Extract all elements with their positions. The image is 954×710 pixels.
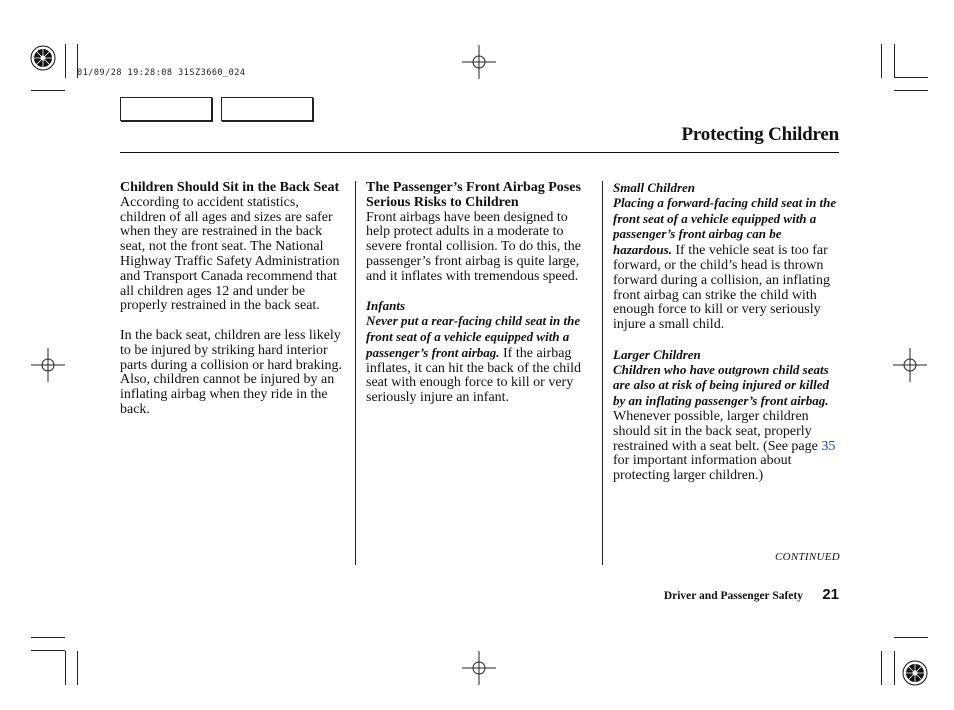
crop-line: [881, 651, 882, 685]
subheading-infants: Infants: [366, 298, 406, 314]
warning-text: Children who have outgrown child seats are also at risk of being injured or killed by an inflating passenger’s front airbag.: [613, 361, 829, 409]
column-3: [613, 181, 841, 484]
body-paragraph: According to accident statistics, children of all ages and sizes are safer when they are restrained in the back seat, not the front seat. The National Highway Traffic Safety Administration and Transport Canada recommend that all children ages 12 and under be properly restrained in the back seat.: [120, 194, 340, 314]
crop-line: [31, 637, 65, 638]
section-heading: The Passenger’s Front Airbag Poses Serious Risks to Children: [366, 180, 581, 210]
footer-section-label: Driver and Passenger Safety: [663, 590, 803, 602]
crop-line: [65, 44, 66, 78]
column-divider: [602, 181, 603, 565]
print-stamp: 01/09/28 19:28:08 31SZ3660_024: [77, 68, 246, 78]
crop-line: [894, 90, 928, 91]
crosshair-icon: [462, 45, 496, 79]
crop-line: [31, 650, 65, 651]
nav-tab-box[interactable]: [221, 97, 313, 121]
crosshair-icon: [462, 651, 496, 685]
title-rule: [120, 152, 839, 153]
crop-line: [894, 77, 928, 78]
column-divider: [355, 181, 356, 565]
body-paragraph: Front airbags have been designed to help protect adults in a moderate to severe frontal collision. To do this, the passenger’s front airbag is quite large, and it inflates with tremendous speed.: [366, 209, 581, 284]
crop-line: [65, 651, 66, 685]
body-text: If the vehicle seat is too far forward, or the child’s head is thrown forward during a collision, an inflating front airbag can strike the child with enough force to kill or very seriously injure a small child.: [613, 243, 830, 333]
crop-line: [894, 44, 895, 78]
column-2: [366, 181, 594, 406]
column-1: [120, 181, 348, 418]
crosshair-icon: [893, 348, 927, 382]
crop-line: [894, 637, 928, 638]
body-text: Whenever possible, larger children should sit in the back seat, properly restrained with a seat belt. (See page: [613, 408, 822, 454]
page-number: 21: [822, 586, 839, 603]
subheading-larger-children: Larger Children: [613, 346, 701, 362]
page-title: Protecting Children: [681, 124, 839, 145]
nav-tab-box[interactable]: [120, 97, 212, 121]
registration-target-icon: [30, 45, 56, 71]
warning-text: Placing a forward-facing child seat in the front seat of a vehicle equipped with a passenger’s front airbag can be hazardous.: [613, 194, 837, 258]
crosshair-icon: [31, 348, 65, 382]
body-paragraph: [613, 196, 841, 333]
body-paragraph: In the back seat, children are less likely to be injured by striking hard interior parts during a collision or hard braking. Also, children cannot be injured by an inflating airbag when they ride in the back.: [120, 327, 343, 417]
registration-target-icon: [902, 660, 928, 686]
body-paragraph: [366, 314, 594, 406]
crop-line: [881, 44, 882, 78]
body-text: for important information about protecting larger children.): [613, 453, 792, 484]
section-heading: Children Should Sit in the Back Seat: [120, 180, 340, 195]
warning-text: Never put a rear-facing child seat in the front seat of a vehicle equipped with a passenger’s front airbag.: [366, 313, 581, 360]
crop-line: [894, 651, 895, 685]
page-link[interactable]: 35: [821, 438, 836, 454]
continued-label: CONTINUED: [774, 551, 840, 563]
body-paragraph: [613, 363, 841, 484]
crop-line: [31, 90, 65, 91]
subheading-small-children: Small Children: [613, 180, 695, 195]
body-text: If the airbag inflates, it can hit the back of the child seat with enough force to kill or very seriously injure an infant.: [366, 345, 581, 406]
crop-line: [77, 651, 78, 685]
